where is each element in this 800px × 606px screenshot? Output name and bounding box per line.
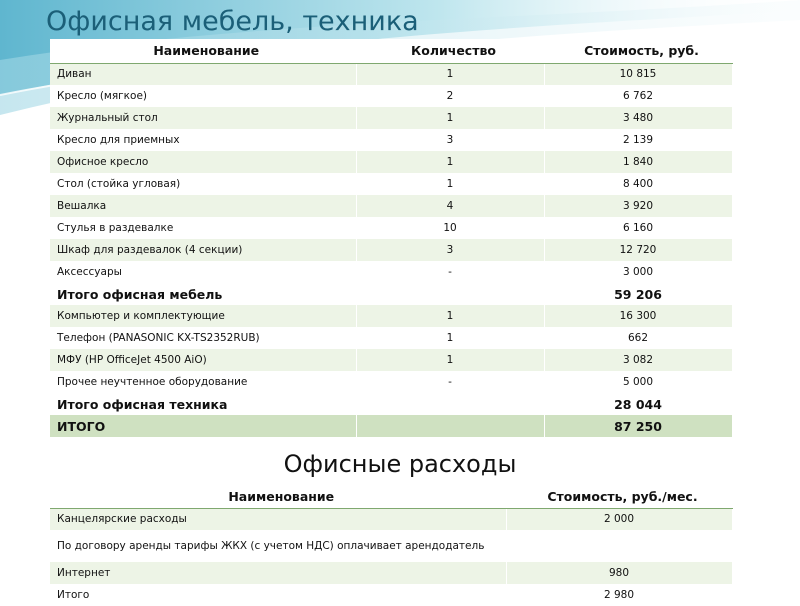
- table-row: [50, 63, 732, 85]
- cell-quantity: 3: [356, 129, 544, 151]
- cell-name: По договору аренды тарифы ЖКХ (с учетом НДС) оплачивает арендодатель: [50, 530, 506, 562]
- cell-quantity: 1: [356, 327, 544, 349]
- table-row: [50, 349, 732, 371]
- table-row: [50, 173, 732, 195]
- table-row: [50, 85, 732, 107]
- cell-quantity: 1: [356, 173, 544, 195]
- cell-quantity: 10: [356, 217, 544, 239]
- cell-name: Итого офисная техника: [50, 393, 356, 415]
- table-row: [50, 530, 732, 562]
- cell-cost: 3 920: [544, 195, 732, 217]
- cell-quantity: [356, 283, 544, 305]
- section-title-expenses: Офисные расходы: [283, 450, 517, 478]
- cell-quantity: [356, 393, 544, 415]
- table-row: [50, 584, 732, 606]
- cell-cost: 8 400: [544, 173, 732, 195]
- cell-quantity: 1: [356, 305, 544, 327]
- furniture-equipment-table: [50, 39, 733, 437]
- cell-name: Интернет: [50, 562, 506, 584]
- cell-monthly-cost: 2 980: [506, 584, 732, 606]
- cell-name: Кресло для приемных: [50, 129, 356, 151]
- cell-name: Журнальный стол: [50, 107, 356, 129]
- cell-name: Аксессуары: [50, 261, 356, 283]
- cell-name: Прочее неучтенное оборудование: [50, 371, 356, 393]
- cell-monthly-cost: 2 000: [506, 508, 732, 530]
- header-cost: Стоимость, руб.: [544, 39, 732, 63]
- cell-name: Диван: [50, 63, 356, 85]
- table-row: [50, 508, 732, 530]
- cell-quantity: 3: [356, 239, 544, 261]
- header-name: Наименование: [50, 486, 506, 508]
- table-row: [50, 371, 732, 393]
- cell-name: Итого офисная мебель: [50, 283, 356, 305]
- cell-name: Кресло (мягкое): [50, 85, 356, 107]
- cell-cost: 2 139: [544, 129, 732, 151]
- cell-name: МФУ (HP OfficeJet 4500 AiO): [50, 349, 356, 371]
- table-row: [50, 305, 732, 327]
- header-name: Наименование: [50, 39, 356, 63]
- cell-name: Стулья в раздевалке: [50, 217, 356, 239]
- table-row: [50, 327, 732, 349]
- page-title: Офисная мебель, техника: [46, 6, 419, 37]
- header-monthly-cost: Стоимость, руб./мес.: [506, 486, 732, 508]
- cell-name: Телефон (PANASONIC KX-TS2352RUB): [50, 327, 356, 349]
- table-header-row: [50, 486, 732, 508]
- cell-cost: 6 762: [544, 85, 732, 107]
- cell-name: Канцелярские расходы: [50, 508, 506, 530]
- table-row: [50, 239, 732, 261]
- cell-quantity: 1: [356, 151, 544, 173]
- cell-name: Шкаф для раздевалок (4 секции): [50, 239, 356, 261]
- cell-name: ИТОГО: [50, 415, 356, 437]
- table-row: [50, 393, 732, 415]
- table-row: [50, 151, 732, 173]
- table-row: [50, 129, 732, 151]
- cell-cost: 5 000: [544, 371, 732, 393]
- table-header-row: [50, 39, 732, 63]
- table-row: [50, 261, 732, 283]
- table-row: [50, 195, 732, 217]
- cell-cost: 10 815: [544, 63, 732, 85]
- table-row: [50, 283, 732, 305]
- cell-monthly-cost: [506, 530, 732, 562]
- cell-cost: 12 720: [544, 239, 732, 261]
- cell-monthly-cost: 980: [506, 562, 732, 584]
- cell-name: Стол (стойка угловая): [50, 173, 356, 195]
- header-quantity: Количество: [356, 39, 544, 63]
- cell-quantity: 1: [356, 349, 544, 371]
- table-row: [50, 415, 732, 437]
- cell-cost: 28 044: [544, 393, 732, 415]
- table-row: [50, 107, 732, 129]
- cell-cost: 87 250: [544, 415, 732, 437]
- office-expenses-table: [50, 486, 733, 606]
- table-row: [50, 217, 732, 239]
- cell-quantity: -: [356, 371, 544, 393]
- cell-cost: 1 840: [544, 151, 732, 173]
- cell-cost: 16 300: [544, 305, 732, 327]
- cell-quantity: [356, 415, 544, 437]
- cell-quantity: 2: [356, 85, 544, 107]
- cell-name: Итого: [50, 584, 506, 606]
- cell-quantity: -: [356, 261, 544, 283]
- cell-name: Компьютер и комплектующие: [50, 305, 356, 327]
- cell-name: Вешалка: [50, 195, 356, 217]
- cell-quantity: 1: [356, 63, 544, 85]
- cell-cost: 59 206: [544, 283, 732, 305]
- cell-cost: 6 160: [544, 217, 732, 239]
- cell-quantity: 1: [356, 107, 544, 129]
- cell-quantity: 4: [356, 195, 544, 217]
- cell-cost: 3 000: [544, 261, 732, 283]
- cell-cost: 3 480: [544, 107, 732, 129]
- cell-cost: 662: [544, 327, 732, 349]
- table-row: [50, 562, 732, 584]
- cell-name: Офисное кресло: [50, 151, 356, 173]
- cell-cost: 3 082: [544, 349, 732, 371]
